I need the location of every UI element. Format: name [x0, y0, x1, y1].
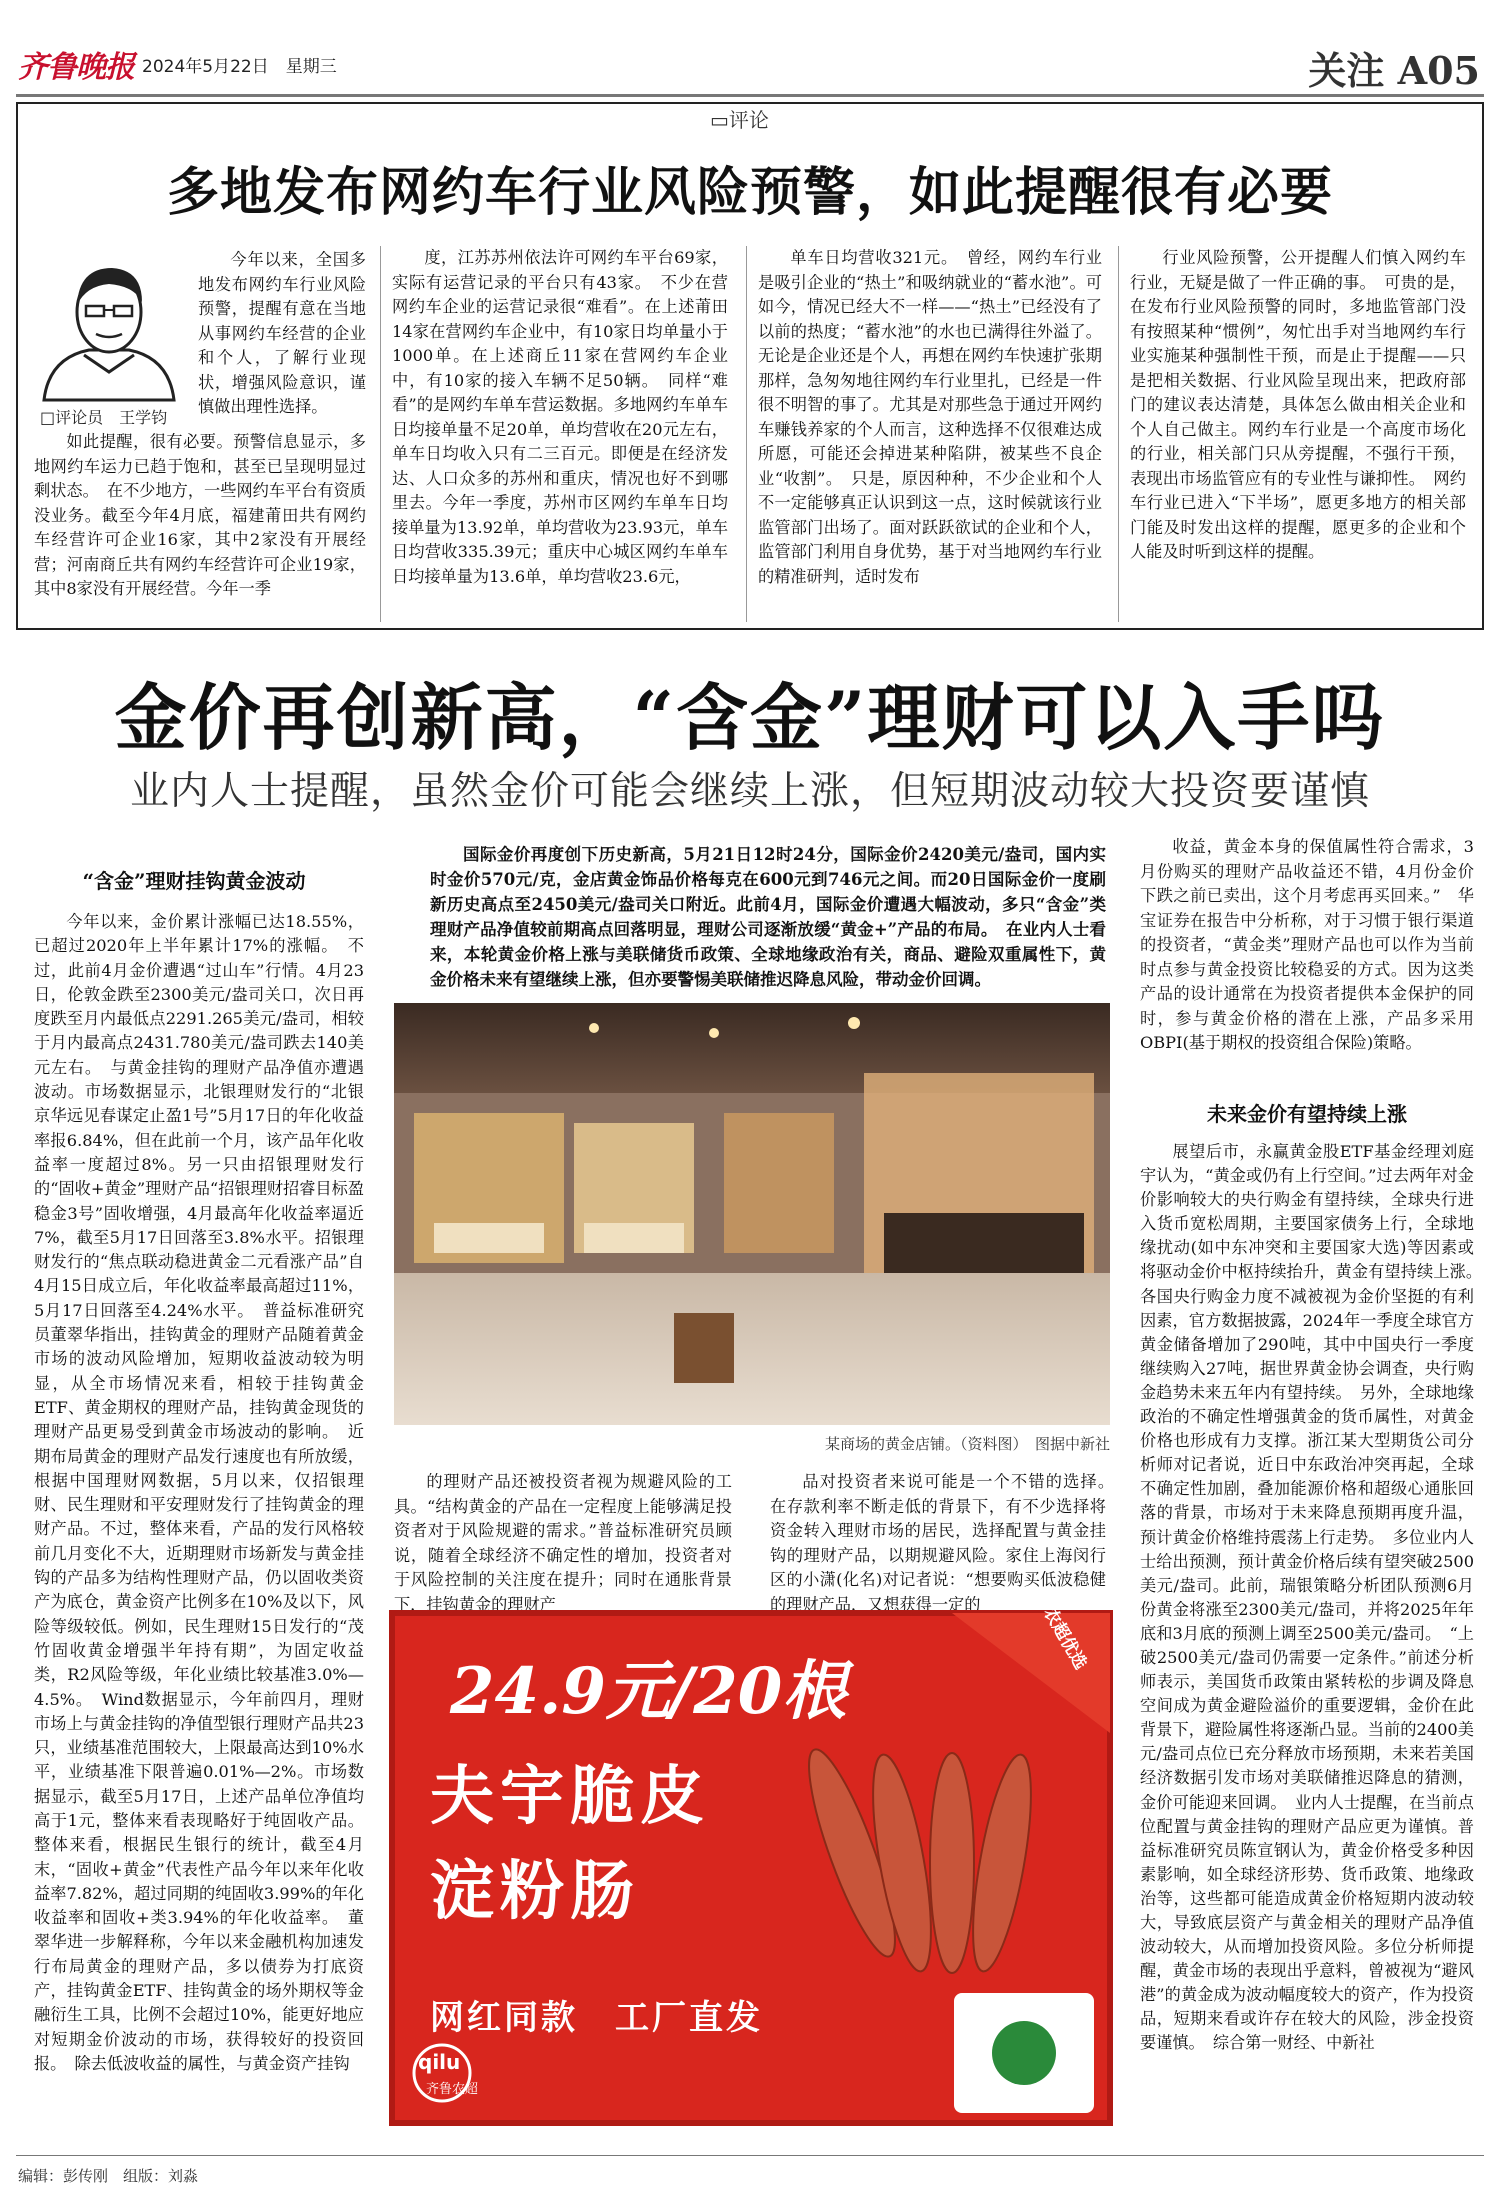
commentary-tag: ▭评论	[710, 108, 769, 132]
article-col-b-text: 的理财产品还被投资者视为规避风险的工具。“结构黄金的产品在一定程度上能够满足投资者对于风险规避的需求。”普益标准研究员顾说，随着全球经济不确定性的增加，投资者对于风险控制的关注度在提升；同时在通胀背景下，挂钩黄金的理财产	[394, 1472, 732, 1614]
article-col-d2	[1140, 1140, 1491, 2148]
page-section: 关注 A05	[1308, 48, 1480, 93]
article-col-c	[770, 1470, 1123, 1614]
commentary-col3	[758, 246, 1102, 622]
commentary-col1-intro	[198, 248, 366, 428]
ad-brand-name: 齐鲁农超	[426, 2082, 479, 2097]
article-lead	[430, 842, 1106, 992]
ad-product-name-line1: 夫宇脆皮	[430, 1760, 710, 1834]
section-heading-2: 未来金价有望持续上涨	[1207, 1102, 1407, 1126]
commentary-title: 多地发布网约车行业风险预警，如此提醒很有必要	[166, 162, 1333, 223]
commentary-author: □评论员 王学钧	[40, 408, 168, 427]
article-headline: 金价再创新高，“含金”理财可以入手吗	[114, 675, 1386, 760]
article-col-a	[34, 910, 364, 2148]
ad-product-name-line2: 淀粉肠	[430, 1855, 640, 1929]
article-col-a-text: 今年以来，金价累计涨幅已达18.55%，已超过2020年上半年累计17%的涨幅。 不过，此前4月金价遭遇“过山车”行情。4月23日，伦敦金跌至2300美元/盎司关口，次日再度跌至月内最低点2291.265美元/盎司，相较于月内最高点2431.780美元/盎司跌去140美元左右。 与黄金挂钩的理财产品净值亦遭遇波动。市场数据显示，北银理财发行的“北银京华远见春谋定止盈1号”5月17日的年化收益率报6.84%，但在此前一个月，该产品年化收益率一度超过8%。另一只由招银理财发行的“固收+黄金”理财产品“招银理财招睿目标盈稳金3号”固收增强，4月最高年化收益率逼近7%，截至5月17日回落至3.8%水平。招银理财发行的“焦点联动稳进黄金二元看涨产品”自4月15日成立后，年化收益率最高超过11%，5月17日回落至4.24%水平。 普益标准研究员董翠华指出，挂钩黄金的理财产品随着黄金市场的波动风险增加，短期收益波动较为明显，从全市场情况来看，相较于挂钩黄金ETF、黄金期权的理财产品，挂钩黄金现货的理财产品更易受到黄金市场波动的影响。 近期布局黄金的理财产品发行速度也有所放缓，根据中国理财网数据，5月以来，仅招银理财、民生理财和平安理财发行了挂钩黄金的理财产品。不过，整体来看，产品的发行风格较前几月变化不大，近期理财市场新发与黄金挂钩的产品多为结构性理财产品，仍以固收类资产为底仓，黄金资产比例多在10%及以下，风险等级较低。例如，民生理财15日发行的“茂竹固收黄金增强半年持有期”，为固定收益类，R2风险等级，年化业绩比较基准3.0%—4.5%。 Wind数据显示，今年前四月，理财市场上与黄金挂钩的净值型银行理财产品共23只，业绩基准范围较大，上限最高达到10%水平，业绩基准下限普遍0.01%—2%。市场数据显示，截至5月17日，上述产品单位净值均高于1元，整体来看表现略好于纯固收产品。整体来看，根据民生银行的统计，截至4月末，“固收+黄金”代表性产品今年以来年化收益率7.82%，超过同期的纯固收3.99%的年化收益率和固收+类3.94%的年化收益率。 董翠华进一步解释称，今年以来金融机构加速发行布局黄金的理财产品，多以债券为打底资产，挂钩黄金ETF、挂钩黄金的场外期权等金融衍生工具，比例不会超过10%，能更好地应对短期金价波动的市场，获得较好的投资回报。 除去低波收益的属性，与黄金资产挂钩	[34, 912, 364, 2073]
commentary-col1-intro-text: 今年以来，全国多地发布网约车行业风险预警，提醒有意在当地从事网约车经营的企业和个人，了解行业现状，增强风险意识，谨慎做出理性选择。	[198, 250, 366, 416]
issue-date: 2024年5月22日 星期三	[142, 57, 337, 77]
column-divider	[380, 246, 381, 622]
ad-brand-logo: qilu	[418, 2050, 461, 2074]
section-heading-1: “含金”理财挂钩黄金波动	[82, 869, 306, 893]
page-footer: 编辑：彭传刚 组版：刘淼	[18, 2167, 199, 2185]
article-col-d1	[1140, 835, 1474, 1095]
footer-divider	[16, 2155, 1484, 2156]
article-subheadline: 业内人士提醒，虽然金价可能会继续上涨，但短期波动较大投资要谨慎	[129, 769, 1370, 814]
article-lead-text: 国际金价再度创下历史新高，5月21日12时24分，国际金价2420美元/盎司，国内实时金价570元/克，金店黄金饰品价格每克在600元到746元之间。而20日国际金价一度刷新历史高点至2450美元/盎司关口附近。此前4月，国际金价遭遇大幅波动，多只“含金”类理财产品净值较前期高点回落明显，理财公司逐渐放缓“黄金+”产品的布局。 在业内人士看来，本轮黄金价格上涨与美联储货币政策、全球地缘政治有关，商品、避险双重属性下，黄金价格未来有望继续上涨，但亦要警惕美联储推迟降息风险，带动金价回调。	[430, 845, 1106, 989]
commentary-col3-text: 单车日均营收321元。 曾经，网约车行业是吸引企业的“热土”和吸纳就业的“蓄水池”。可如今，情况已经大不一样——“热土”已经没有了以前的热度；“蓄水池”的水也已满得往外溢了。无论是企业还是个人，再想在网约车快速扩张期那样，急匆匆地往网约车行业里扎，已经是一件很不明智的事了。尤其是对那些急于通过开网约车赚钱养家的个人而言，这种选择不仅很难达成所愿，可能还会掉进某种陷阱，被某些不良企业“收割”。 只是，原因种种，不少企业和个人不一定能够真正认识到这一点，这时候就该行业监管部门出场了。面对跃跃欲试的企业和个人，监管部门利用自身优势，基于对当地网约车行业的精准研判，适时发布	[758, 248, 1102, 586]
article-col-c-text: 品对投资者来说可能是一个不错的选择。 在存款利率不断走低的背景下，有不少选择将资金转入理财市场的居民，选择配置与黄金挂钩的理财产品，以期规避风险。家住上海闵行区的小潇(化名)对记者说：“想要购买低波稳健的理财产品，又想获得一定的	[770, 1472, 1123, 1614]
ad-slogan: 网红同款 工厂直发	[430, 1998, 763, 2038]
newspaper-logo: 齐鲁晚报	[18, 50, 134, 85]
commentary-col1-rest-text: 如此提醒，很有必要。预警信息显示，多地网约车运力已趋于饱和，甚至已呈现明显过剩状态。 在不少地方，一些网约车平台有资质没业务。截至今年4月底，福建莆田共有网约车经营许可企业16家，其中2家没有开展经营；河南商丘共有网约车经营许可企业19家，其中8家没有开展经营。今年一季	[34, 432, 366, 598]
top-divider	[16, 94, 1484, 97]
article-col-b	[394, 1470, 732, 1614]
ad-price: 24.9元/20根	[450, 1654, 847, 1729]
gold-store-photo	[394, 1003, 1110, 1425]
article-col-d1-text: 收益，黄金本身的保值属性符合需求，3月份购买的理财产品收益还不错，4月份金价下跌之前已卖出，这个月考虑再买回来。” 华宝证券在报告中分析称，对于习惯于银行渠道的投资者，“黄金类”理财产品也可以作为当前时点参与黄金投资比较稳妥的方式。因为这类产品的设计通常在为投资者提供本金保护的同时，参与黄金价格的潜在上涨，产品多采用OBPI(基于期权的投资组合保险)策略。	[1140, 837, 1474, 1052]
commentary-col4-text: 行业风险预警，公开提醒人们慎入网约车行业，无疑是做了一件正确的事。 可贵的是，在发布行业风险预警的同时，多地监管部门没有按照某种“惯例”，匆忙出手对当地网约车行业实施某种强制性干预，而是止于提醒——只是把相关数据、行业风险呈现出来，把政府部门的建议表达清楚，具体怎么做由相关企业和个人自己做主。网约车行业是一个高度市场化的行业，相关部门只从旁提醒，不强行干预，表现出市场监管应有的专业性与谦抑性。 网约车行业已进入“下半场”，愿更多地方的相关部门能及时发出这样的提醒，愿更多的企业和个人能及时听到这样的提醒。	[1130, 248, 1466, 561]
commentary-col1-rest	[34, 430, 366, 622]
column-divider	[1118, 246, 1119, 622]
article-col-d2-text: 展望后市，永赢黄金股ETF基金经理刘庭宇认为，“黄金或仍有上行空间。”过去两年对金价影响较大的央行购金有望持续，全球央行进入货币宽松周期，主要国家债务上行，全球地缘扰动(如中东冲突和主要国家大选)等因素或将驱动金价中枢持续抬升，黄金有望持续上涨。 各国央行购金力度不减被视为金价坚挺的有利因素，官方数据披露，2024年一季度全球官方黄金储备增加了290吨，其中中国央行一季度继续购入27吨，据世界黄金协会调查，央行购金趋势未来五年内有望持续。 另外，全球地缘政治的不确定性增强黄金的货币属性，对黄金价格也形成有力支撑。浙江某大型期货公司分析师对记者说，近日中东政治冲突再起，全球不确定性加剧，叠加能源价格和超级心通胀回落的背景，市场对于未来降息预期再度升温，预计黄金价格维持震荡上行走势。 多位业内人士给出预测，预计黄金价格后续有望突破2500美元/盎司。此前，瑞银策略分析团队预测6月份黄金将涨至2300美元/盎司，并将2025年年底和3月底的预测上调至2500美元/盎司。 “上破2500美元/盎司仍需要一定条件。”前述分析师表示，美国货币政策由紧转松的步调及降息空间成为黄金避险溢价的重要逻辑，金价在此背景下，避险属性将逐渐凸显。当前的2400美元/盎司点位已充分释放市场预期，未来若美国经济数据引发市场对美联储推迟降息的猜测，金价可能迎来回调。 业内人士提醒，在当前点位配置与黄金挂钩的理财产品应更为谨慎。普益标准研究员陈宣钢认为，黄金价格受多种因素影响，如全球经济形势、货币政策、地缘政治等，这些都可能造成黄金价格短期内波动较大，导致底层资产与黄金相关的理财产品净值波动较大，从而增加投资风险。多位分析师提醒，黄金市场的表现出乎意料，曾被视为“避风港”的黄金成为波动幅度较大的资产，作为投资品，短期来看或许存在较大的风险，涉金投资要谨慎。 综合第一财经、中新社	[1140, 1142, 1491, 2053]
commentary-col2	[392, 246, 728, 622]
column-divider	[746, 246, 747, 622]
author-portrait	[34, 250, 184, 400]
ad-corner-tag: 农超优选	[1039, 1604, 1091, 1673]
photo-caption: 某商场的黄金店铺。（资料图） 图据中新社	[824, 1435, 1110, 1453]
commentary-col2-text: 度，江苏苏州依法许可网约车平台69家，实际有运营记录的平台只有43家。 不少在营网约车企业的运营记录很“难看”。在上述莆田14家在营网约车企业中，有10家日均单量小于1000单。在上述商丘11家在营网约车企业中，有10家的接入车辆不足50辆。 同样“难看”的是网约车单车营运数据。多地网约车单车日均接单量不足20单，单均营收在20元左右，单车日均收入只有二三百元。即便是在经济发达、人口众多的苏州和重庆，情况也好不到哪里去。今年一季度，苏州市区网约车单车日均接单量为13.92单，单均营收为23.93元，单车日均营收335.39元；重庆中心城区网约车单车日均接单量为13.6单，单均营收23.6元，	[392, 248, 728, 586]
commentary-col4	[1130, 246, 1466, 622]
